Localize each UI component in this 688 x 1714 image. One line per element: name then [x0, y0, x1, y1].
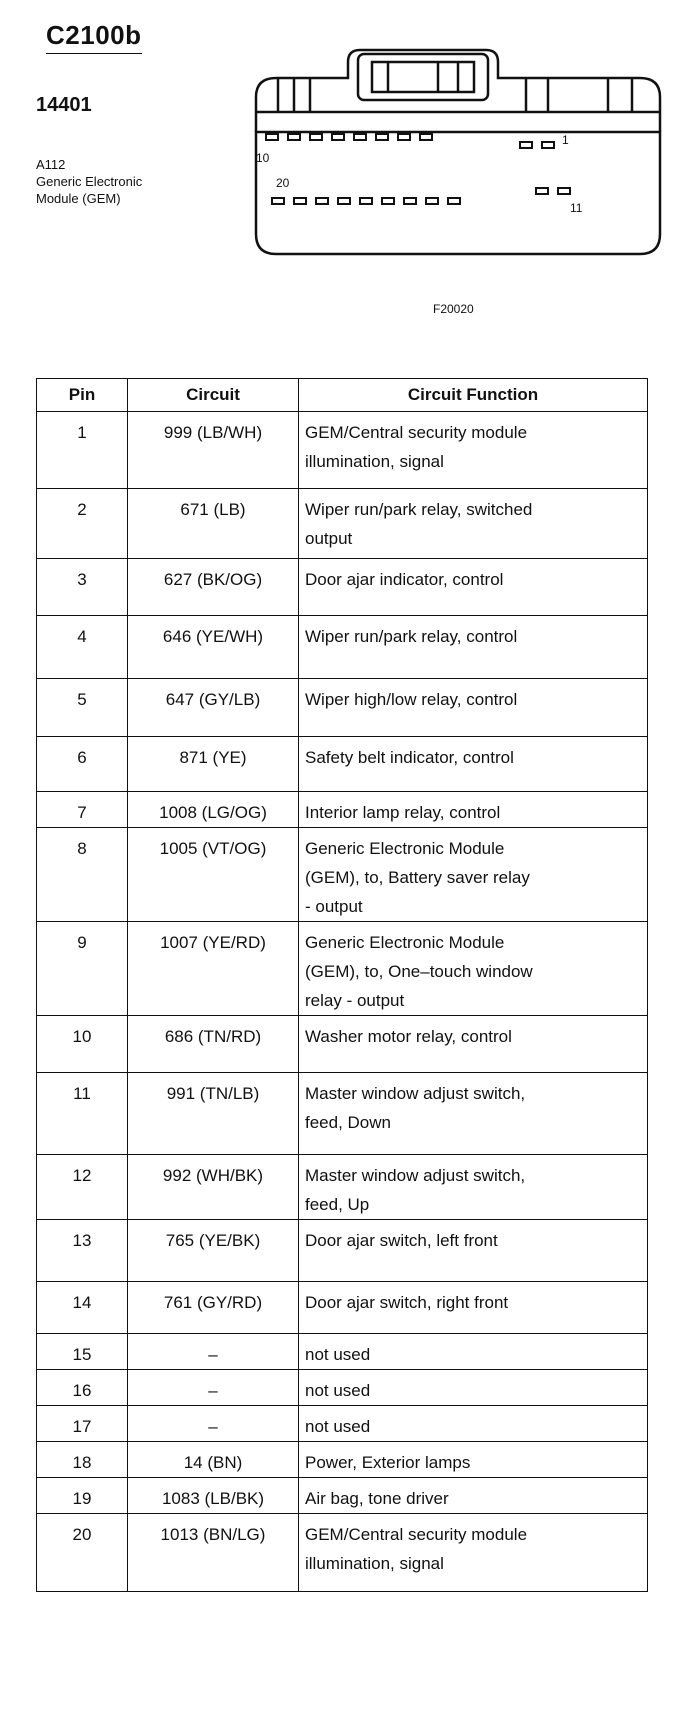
description-line: A112: [36, 157, 66, 172]
circuit-function: [299, 792, 648, 828]
table-row: [37, 922, 648, 1016]
table-row: [37, 1442, 648, 1478]
circuit-function-line: Power, Exterior lamps: [305, 1453, 471, 1472]
circuit-code: 992 (WH/BK): [128, 1155, 299, 1220]
table-row: [37, 737, 648, 792]
circuit-code: 1013 (BN/LG): [128, 1514, 299, 1592]
table-row: [37, 679, 648, 737]
circuit-function: [299, 679, 648, 737]
pin-number: 12: [37, 1155, 128, 1220]
circuit-function-line: GEM/Central security module: [305, 1525, 528, 1544]
connector-face-diagram: [248, 42, 668, 292]
pin-number: 7: [37, 792, 128, 828]
pin-number: 9: [37, 922, 128, 1016]
circuit-function-line: Wiper high/low relay, control: [305, 690, 518, 709]
pin-number: 20: [37, 1514, 128, 1592]
circuit-function-line: not used: [305, 1417, 371, 1436]
circuit-code: 1007 (YE/RD): [128, 922, 299, 1016]
connector-title: C2100b: [46, 20, 142, 54]
table-row: [37, 616, 648, 679]
table-row: [37, 1334, 648, 1370]
pinout-rows: [37, 412, 648, 1592]
circuit-function-line: Wiper run/park relay, control: [305, 627, 518, 646]
circuit-code: 647 (GY/LB): [128, 679, 299, 737]
pin-number: 19: [37, 1478, 128, 1514]
circuit-code: –: [128, 1406, 299, 1442]
circuit-code: 991 (TN/LB): [128, 1073, 299, 1155]
column-header-circuit: Circuit: [128, 379, 299, 412]
circuit-function-line: GEM/Central security module: [305, 423, 528, 442]
circuit-function-line: Master window adjust switch,: [305, 1166, 526, 1185]
circuit-function: [299, 1282, 648, 1334]
circuit-code: 871 (YE): [128, 737, 299, 792]
pin-number: 11: [37, 1073, 128, 1155]
pin-label: 10: [256, 151, 270, 165]
circuit-function-line: Generic Electronic Module: [305, 933, 505, 952]
part-number: 14401: [36, 94, 92, 116]
circuit-function: [299, 1478, 648, 1514]
circuit-function-line: Safety belt indicator, control: [305, 748, 514, 767]
description-line: Module (GEM): [36, 191, 121, 206]
circuit-function: [299, 1220, 648, 1282]
circuit-code: 671 (LB): [128, 489, 299, 559]
circuit-function: [299, 559, 648, 616]
circuit-function-line: feed, Down: [305, 1113, 391, 1132]
circuit-code: 1005 (VT/OG): [128, 828, 299, 922]
circuit-code: 1083 (LB/BK): [128, 1478, 299, 1514]
table-row: [37, 412, 648, 489]
table-row: [37, 1370, 648, 1406]
pin-number: 18: [37, 1442, 128, 1478]
circuit-code: –: [128, 1370, 299, 1406]
circuit-code: 999 (LB/WH): [128, 412, 299, 489]
component-description: [36, 156, 142, 207]
table-header-row: [37, 379, 648, 412]
figure-code: F20020: [433, 302, 474, 316]
circuit-function-line: (GEM), to, One–touch window: [305, 962, 533, 981]
circuit-function: [299, 489, 648, 559]
pin-number: 5: [37, 679, 128, 737]
table-row: [37, 1514, 648, 1592]
pin-number: 2: [37, 489, 128, 559]
pin-label: 11: [570, 201, 583, 215]
circuit-function-line: output: [305, 529, 353, 548]
circuit-function-line: illumination, signal: [305, 452, 444, 471]
pin-number: 1: [37, 412, 128, 489]
connector-body: [256, 132, 660, 254]
circuit-code: 686 (TN/RD): [128, 1016, 299, 1073]
table-row: [37, 792, 648, 828]
circuit-function-line: Air bag, tone driver: [305, 1489, 449, 1508]
pin-number: 3: [37, 559, 128, 616]
pin-number: 17: [37, 1406, 128, 1442]
circuit-code: 627 (BK/OG): [128, 559, 299, 616]
circuit-function-line: Wiper run/park relay, switched: [305, 500, 533, 519]
circuit-function-line: Washer motor relay, control: [305, 1027, 512, 1046]
circuit-function: [299, 828, 648, 922]
table-row: [37, 828, 648, 922]
circuit-code: 765 (YE/BK): [128, 1220, 299, 1282]
circuit-code: 646 (YE/WH): [128, 616, 299, 679]
circuit-function: [299, 616, 648, 679]
table-row: [37, 1406, 648, 1442]
circuit-function-line: (GEM), to, Battery saver relay: [305, 868, 530, 887]
lower-pin-row: [272, 188, 570, 204]
description-line: Generic Electronic: [36, 174, 143, 189]
pin-number: 8: [37, 828, 128, 922]
circuit-function: [299, 1442, 648, 1478]
pin-number: 15: [37, 1334, 128, 1370]
circuit-function: [299, 1514, 648, 1592]
pinout-table: [36, 378, 648, 1592]
circuit-function: [299, 412, 648, 489]
circuit-function-line: Door ajar switch, left front: [305, 1231, 498, 1250]
pin-number: 10: [37, 1016, 128, 1073]
table-row: [37, 1220, 648, 1282]
table-row: [37, 1282, 648, 1334]
circuit-function-line: feed, Up: [305, 1195, 370, 1214]
circuit-function-line: - output: [305, 897, 363, 916]
circuit-function-line: Generic Electronic Module: [305, 839, 505, 858]
circuit-code: 1008 (LG/OG): [128, 792, 299, 828]
circuit-code: 14 (BN): [128, 1442, 299, 1478]
pin-number: 6: [37, 737, 128, 792]
circuit-function: [299, 1016, 648, 1073]
circuit-code: 761 (GY/RD): [128, 1282, 299, 1334]
table-row: [37, 1155, 648, 1220]
table-row: [37, 1016, 648, 1073]
circuit-function-line: Master window adjust switch,: [305, 1084, 526, 1103]
upper-pin-row: [266, 134, 554, 148]
circuit-function: [299, 737, 648, 792]
pin-label: 20: [276, 176, 290, 190]
circuit-function-line: not used: [305, 1381, 371, 1400]
table-row: [37, 1073, 648, 1155]
pin-number: 4: [37, 616, 128, 679]
circuit-function: [299, 1155, 648, 1220]
circuit-function-line: Door ajar switch, right front: [305, 1293, 509, 1312]
table-row: [37, 559, 648, 616]
circuit-function: [299, 1370, 648, 1406]
circuit-function: [299, 1073, 648, 1155]
circuit-function-line: not used: [305, 1345, 371, 1364]
circuit-function-line: relay - output: [305, 991, 405, 1010]
pin-number: 16: [37, 1370, 128, 1406]
circuit-function: [299, 1334, 648, 1370]
pin-number: 14: [37, 1282, 128, 1334]
circuit-function-line: Door ajar indicator, control: [305, 570, 504, 589]
circuit-function: [299, 922, 648, 1016]
circuit-function-line: Interior lamp relay, control: [305, 803, 501, 822]
circuit-code: –: [128, 1334, 299, 1370]
column-header-pin: Pin: [37, 379, 128, 412]
circuit-function-line: illumination, signal: [305, 1554, 444, 1573]
table-row: [37, 489, 648, 559]
table-row: [37, 1478, 648, 1514]
column-header-function: Circuit Function: [299, 379, 648, 412]
pin-label: 1: [562, 133, 569, 147]
pin-number: 13: [37, 1220, 128, 1282]
circuit-function: [299, 1406, 648, 1442]
